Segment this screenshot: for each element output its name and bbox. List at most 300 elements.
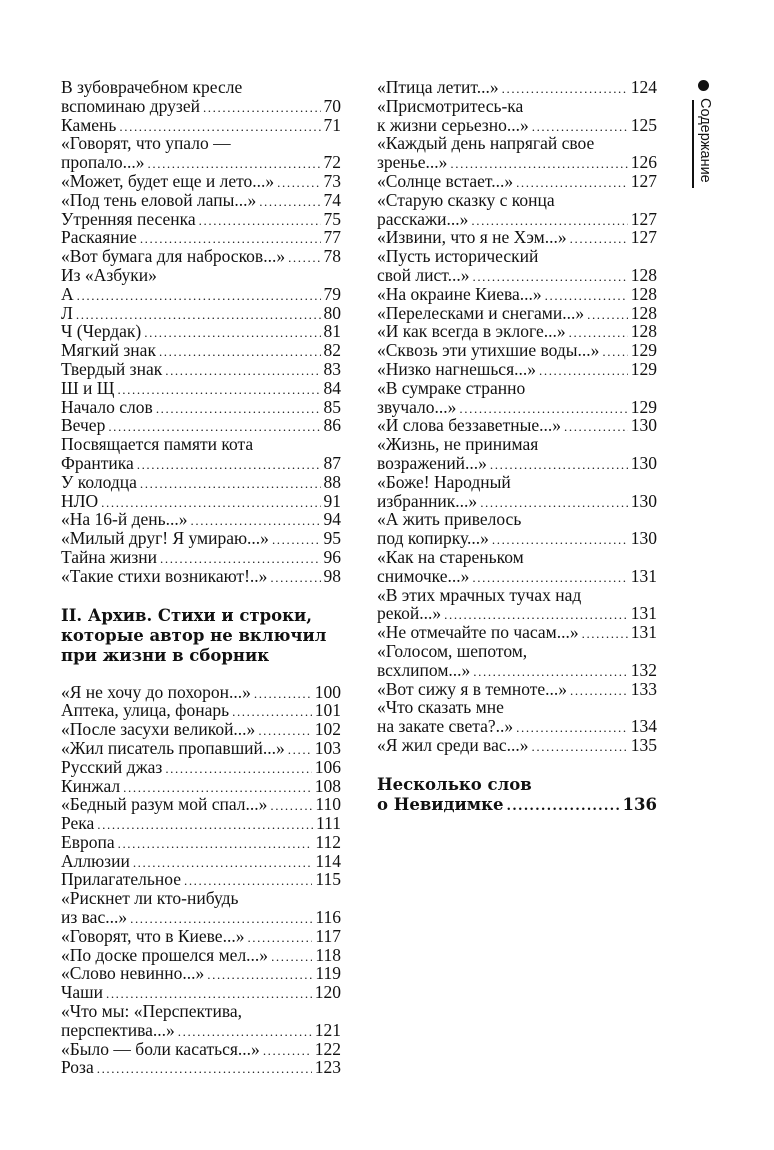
- toc-entry: [377, 680, 657, 699]
- toc-entry: [61, 567, 341, 586]
- leader-dots: [156, 400, 321, 419]
- leader-dots: [263, 1042, 312, 1061]
- page-number: 70: [323, 95, 341, 116]
- entry-title: возражений...»: [377, 452, 487, 473]
- entry-title: «Я жил среди вас...»: [377, 734, 529, 755]
- entry-title: «И как всегда в эклоге...»: [377, 321, 566, 342]
- toc-entry: [377, 398, 657, 417]
- entry-title: «Голосом, шепотом,: [377, 640, 528, 661]
- toc-entry: [61, 134, 341, 153]
- entry-title: Утренняя песенка: [61, 208, 196, 229]
- page-number: 118: [315, 944, 341, 965]
- page-number: 94: [323, 509, 341, 530]
- toc-entry: [61, 758, 341, 777]
- entry-title: зренье...»: [377, 152, 448, 173]
- page-number: 74: [323, 189, 341, 210]
- page-number: 72: [323, 152, 341, 173]
- leader-dots: [140, 230, 321, 249]
- page-number: 128: [630, 283, 657, 304]
- leader-dots: [133, 854, 313, 873]
- entry-title: «Милый друг! Я умираю...»: [61, 528, 269, 549]
- entry-title: под копирку...»: [377, 528, 489, 549]
- page-number: 96: [323, 546, 341, 567]
- entry-title: Кинжал: [61, 775, 121, 796]
- toc-entry: [377, 172, 657, 191]
- entry-title: избранник...»: [377, 490, 478, 511]
- toc-entry: [377, 717, 657, 736]
- toc-entry: [377, 473, 657, 492]
- toc-entry: [377, 623, 657, 642]
- toc-entry: [61, 341, 341, 360]
- leader-dots: [490, 456, 628, 475]
- toc-entry: [377, 529, 657, 548]
- page-number: 106: [314, 756, 341, 777]
- leader-dots: [545, 287, 628, 306]
- page-number: 126: [630, 152, 657, 173]
- page-number: 116: [315, 907, 341, 928]
- page-number: 124: [630, 77, 657, 97]
- entry-title: перспектива...»: [61, 1019, 175, 1040]
- entry-title: «Может, будет еще и лето...»: [61, 170, 275, 191]
- toc-entry: [61, 683, 341, 702]
- toc-entry: [377, 698, 657, 717]
- toc-entry: [377, 642, 657, 661]
- page-number: 112: [315, 831, 341, 852]
- toc-entry: [377, 736, 657, 755]
- page-number: 110: [315, 794, 341, 815]
- final-entry: [377, 775, 657, 815]
- leader-dots: [123, 779, 312, 798]
- entry-title: Л: [61, 302, 73, 323]
- toc-entry: [61, 795, 341, 814]
- page-number: 77: [323, 227, 341, 248]
- entry-title: «Что сказать мне: [377, 697, 504, 718]
- page-number: 88: [323, 471, 341, 492]
- toc-entry: [61, 228, 341, 247]
- leader-dots: [259, 193, 320, 212]
- leader-dots: [271, 948, 312, 967]
- toc-entry: [377, 266, 657, 285]
- toc-entry: [61, 360, 341, 379]
- entry-title: Твердый знак: [61, 358, 163, 379]
- leader-dots: [117, 381, 320, 400]
- toc-entry: [61, 964, 341, 983]
- page-number: 127: [630, 170, 657, 191]
- toc-left-column: [61, 78, 341, 1077]
- entry-title: рекой...»: [377, 603, 442, 624]
- page-number: 129: [630, 396, 657, 417]
- toc-entry: [61, 78, 341, 97]
- page-number: 71: [323, 114, 341, 135]
- toc-entry: [61, 1040, 341, 1059]
- toc-entry: [61, 416, 341, 435]
- entry-title: «Пусть исторический: [377, 246, 539, 267]
- entry-title: «Вот сижу я в темноте...»: [377, 678, 568, 699]
- entry-title: «Боже! Народный: [377, 471, 511, 492]
- entry-title: Прилагательное: [61, 869, 181, 890]
- toc-list-part3: [377, 78, 657, 755]
- leader-dots: [270, 797, 312, 816]
- entry-title: Аптека, улица, фонарь: [61, 700, 230, 721]
- entry-title: «Как на стареньком: [377, 546, 524, 567]
- toc-entry: [377, 247, 657, 266]
- page-number: 78: [323, 246, 341, 267]
- toc-entry: [377, 116, 657, 135]
- entry-title: «Извини, что я не Хэм...»: [377, 227, 567, 248]
- page-number: 95: [323, 528, 341, 549]
- entry-title: «Под тень еловой лапы...»: [61, 189, 257, 210]
- page-number: 85: [323, 396, 341, 417]
- page-number: 98: [323, 565, 341, 586]
- entry-title: «Жил писатель пропавший...»: [61, 737, 285, 758]
- page-number: 130: [630, 415, 657, 436]
- entry-title: Камень: [61, 114, 117, 135]
- leader-dots: [207, 966, 312, 985]
- entry-title: «Что мы: «Перспектива,: [61, 1001, 242, 1022]
- leader-dots: [459, 400, 627, 419]
- leader-dots: [532, 738, 628, 757]
- toc-entry: [377, 78, 657, 97]
- entry-title: Роза: [61, 1057, 94, 1078]
- page-number: 80: [323, 302, 341, 323]
- leader-dots: [184, 872, 312, 891]
- leader-dots: [502, 80, 628, 99]
- section-heading: [61, 606, 341, 666]
- toc-entry: [61, 247, 341, 266]
- page-number: 132: [630, 659, 657, 680]
- page-number: 134: [630, 716, 657, 737]
- leader-dots: [570, 682, 628, 701]
- page-number: 127: [630, 227, 657, 248]
- toc-right-column: [377, 78, 657, 815]
- leader-dots: [178, 1023, 312, 1042]
- toc-entry: [61, 116, 341, 135]
- leader-dots: [199, 212, 321, 231]
- page-number: 83: [323, 358, 341, 379]
- entry-title: Из «Азбуки»: [61, 264, 157, 285]
- running-header: [695, 80, 715, 200]
- leader-dots: [165, 760, 311, 779]
- entry-title: «Сквозь эти утихшие воды...»: [377, 340, 600, 361]
- leader-dots: [119, 118, 320, 137]
- leader-dots: [507, 797, 620, 817]
- page-number: 129: [630, 340, 657, 361]
- leader-dots: [159, 343, 321, 362]
- entry-title: Мягкий знак: [61, 340, 156, 361]
- page-number: 135: [630, 734, 657, 755]
- entry-title: «На 16-й день...»: [61, 509, 188, 530]
- page-number: 131: [630, 565, 657, 586]
- entry-title: «Говорят, что в Киеве...»: [61, 925, 245, 946]
- toc-entry: [61, 870, 341, 889]
- leader-dots: [191, 512, 321, 531]
- page-number: 130: [630, 528, 657, 549]
- page-number: 130: [630, 452, 657, 473]
- leader-dots: [570, 230, 628, 249]
- toc-entry: [377, 454, 657, 473]
- page-number: 120: [314, 982, 341, 1003]
- leader-dots: [480, 494, 628, 513]
- side-header-rule: [692, 100, 694, 188]
- page-number: 121: [314, 1019, 341, 1040]
- toc-entry: [377, 97, 657, 116]
- leader-dots: [288, 249, 320, 268]
- leader-dots: [130, 910, 312, 929]
- page-number: 87: [323, 452, 341, 473]
- toc-entry: [61, 1002, 341, 1021]
- entry-title: «Старую сказку с конца: [377, 189, 555, 210]
- toc-entry: [61, 739, 341, 758]
- entry-title: свой лист...»: [377, 264, 470, 285]
- entry-title: на закате света?..»: [377, 716, 514, 737]
- toc-entry: [61, 701, 341, 720]
- page-number: 123: [314, 1057, 341, 1078]
- bullet-icon: [698, 80, 709, 91]
- toc-entry: [377, 604, 657, 623]
- section-heading-line: при жизни в сборник: [61, 645, 270, 665]
- page-number: 75: [323, 208, 341, 229]
- leader-dots: [539, 362, 628, 381]
- entry-title: из вас...»: [61, 907, 128, 928]
- entry-title: пропало...»: [61, 152, 145, 173]
- entry-title: «Каждый день напрягай свое: [377, 133, 595, 154]
- page-number: 82: [323, 340, 341, 361]
- toc-list-part1: [61, 78, 341, 586]
- leader-dots: [203, 99, 321, 118]
- leader-dots: [77, 287, 321, 306]
- toc-entry: [61, 814, 341, 833]
- toc-entry: [61, 529, 341, 548]
- entry-title: «И слова беззаветные...»: [377, 415, 561, 436]
- toc-entry: [377, 567, 657, 586]
- toc-entry: [377, 153, 657, 172]
- entry-title: «Присмотритесь-ка: [377, 95, 524, 116]
- entry-title: «А жить привелось: [377, 509, 522, 530]
- entry-title: «Говорят, что упало —: [61, 133, 231, 154]
- entry-title: «Я не хочу до похорон...»: [61, 681, 251, 702]
- entry-title: всхлипом...»: [377, 659, 471, 680]
- toc-entry: [377, 228, 657, 247]
- leader-dots: [148, 155, 321, 174]
- leader-dots: [108, 418, 320, 437]
- leader-dots: [165, 362, 320, 381]
- leader-dots: [270, 569, 320, 588]
- page-number: 131: [630, 622, 657, 643]
- toc-entry: [61, 777, 341, 796]
- entry-title: У колодца: [61, 471, 137, 492]
- leader-dots: [564, 418, 628, 437]
- leader-dots: [76, 306, 321, 325]
- toc-entry: [377, 492, 657, 511]
- leader-dots: [602, 343, 627, 362]
- toc-entry: [61, 1021, 341, 1040]
- entry-title: «Низко нагнешься...»: [377, 358, 536, 379]
- entry-title: «На окраине Киева...»: [377, 283, 542, 304]
- leader-dots: [472, 569, 627, 588]
- entry-title: Раскаяние: [61, 227, 137, 248]
- page-number: 111: [316, 813, 341, 834]
- page-number: 115: [315, 869, 341, 890]
- entry-title: Русский джаз: [61, 756, 163, 777]
- entry-title: НЛО: [61, 490, 99, 511]
- toc-entry: [377, 548, 657, 567]
- entry-title: расскажи...»: [377, 208, 469, 229]
- toc-entry: [377, 304, 657, 323]
- page-number: 122: [314, 1038, 341, 1059]
- page-number: 133: [630, 678, 657, 699]
- toc-entry: [61, 927, 341, 946]
- entry-title: А: [61, 283, 74, 304]
- toc-entry: [61, 210, 341, 229]
- entry-title: Чаши: [61, 982, 103, 1003]
- page-number: 129: [630, 358, 657, 379]
- leader-dots: [516, 719, 628, 738]
- page-number: 119: [315, 963, 341, 984]
- toc-entry: [377, 322, 657, 341]
- toc-entry: [61, 285, 341, 304]
- entry-title: Начало слов: [61, 396, 153, 417]
- leader-dots: [277, 174, 320, 193]
- entry-title: «Было — боли касаться...»: [61, 1038, 260, 1059]
- toc-entry: [377, 661, 657, 680]
- toc-entry: [377, 285, 657, 304]
- entry-title: «Вот бумага для набросков...»: [61, 246, 286, 267]
- toc-entry: [377, 210, 657, 229]
- page-number: 81: [323, 321, 341, 342]
- entry-title: «После засухи великой...»: [61, 719, 256, 740]
- page-number: 117: [315, 925, 341, 946]
- page-number: 79: [323, 283, 341, 304]
- leader-dots: [492, 531, 628, 550]
- leader-dots: [232, 703, 312, 722]
- toc-entry: [61, 510, 341, 529]
- leader-dots: [254, 685, 312, 704]
- leader-dots: [247, 929, 312, 948]
- toc-entry: [61, 322, 341, 341]
- page-number: 130: [630, 490, 657, 511]
- toc-entry: [61, 172, 341, 191]
- toc-entry: [377, 416, 657, 435]
- toc-entry: [377, 134, 657, 153]
- leader-dots: [106, 985, 312, 1004]
- entry-title: Вечер: [61, 415, 106, 436]
- toc-entry: [61, 833, 341, 852]
- toc-list-part2: [61, 683, 341, 1078]
- entry-title: Посвящается памяти кота: [61, 434, 254, 455]
- entry-title: Тайна жизни: [61, 546, 157, 567]
- final-entry-line2: о Невидимке ..... 136: [377, 795, 657, 815]
- leader-dots: [118, 835, 313, 854]
- entry-title: звучало...»: [377, 396, 457, 417]
- entry-title: Ш и Щ: [61, 377, 115, 398]
- page-number: 127: [630, 208, 657, 229]
- page-number: 91: [323, 490, 341, 511]
- entry-title: к жизни серьезно...»: [377, 114, 529, 135]
- leader-dots: [450, 155, 627, 174]
- entry-title: «Солнце встает...»: [377, 170, 514, 191]
- page-number: 125: [630, 114, 657, 135]
- toc-entry: [61, 908, 341, 927]
- toc-entry: [61, 492, 341, 511]
- entry-title: Река: [61, 813, 95, 834]
- entry-title: «Слово невинно...»: [61, 963, 205, 984]
- leader-dots: [473, 663, 627, 682]
- toc-entry: [377, 510, 657, 529]
- leader-dots: [97, 816, 313, 835]
- page-number: 103: [314, 737, 341, 758]
- entry-title: «Жизнь, не принимая: [377, 434, 539, 455]
- leader-dots: [532, 118, 628, 137]
- toc-entry: [61, 379, 341, 398]
- entry-title: «Птица летит...»: [377, 77, 499, 97]
- toc-entry: [61, 454, 341, 473]
- running-header-text: Содержание: [697, 98, 713, 183]
- toc-entry: [61, 398, 341, 417]
- page-number: 108: [314, 775, 341, 796]
- leader-dots: [272, 531, 321, 550]
- entry-title: Ч (Чердак): [61, 321, 142, 342]
- toc-entry: [61, 304, 341, 323]
- leader-dots: [101, 494, 320, 513]
- entry-title: Франтика: [61, 452, 134, 473]
- toc-entry: [61, 983, 341, 1002]
- leader-dots: [444, 606, 628, 625]
- leader-dots: [288, 741, 312, 760]
- entry-title: «Рискнет ли кто-нибудь: [61, 888, 239, 909]
- toc-entry: [61, 889, 341, 908]
- leader-dots: [569, 324, 628, 343]
- page-number: 128: [630, 321, 657, 342]
- toc-entry: [377, 191, 657, 210]
- entry-title: «Не отмечайте по часам...»: [377, 622, 579, 643]
- toc-entry: [61, 548, 341, 567]
- page-number: 73: [323, 170, 341, 191]
- leader-dots: [144, 324, 320, 343]
- toc-entry: [61, 473, 341, 492]
- page-number: 100: [314, 681, 341, 702]
- toc-entry: [377, 435, 657, 454]
- page-number: 128: [630, 264, 657, 285]
- toc-entry: [61, 266, 341, 285]
- toc-entry: [377, 586, 657, 605]
- toc-entry: [61, 1058, 341, 1077]
- toc-entry: [377, 379, 657, 398]
- toc-entry: [61, 435, 341, 454]
- leader-dots: [582, 625, 628, 644]
- toc-entry: [61, 191, 341, 210]
- page-number: 102: [314, 719, 341, 740]
- page-number: 101: [314, 700, 341, 721]
- toc-entry: [61, 946, 341, 965]
- entry-title: Аллюзии: [61, 850, 130, 871]
- leader-dots: [137, 456, 321, 475]
- section-heading-line: которые автор не включил: [61, 625, 327, 645]
- entry-title: «По доске прошелся мел...»: [61, 944, 269, 965]
- entry-title: «Бедный разум мой спал...»: [61, 794, 268, 815]
- page-number: 86: [323, 415, 341, 436]
- toc-entry: [61, 852, 341, 871]
- page-number: 136: [622, 794, 657, 814]
- leader-dots: [587, 306, 628, 325]
- toc-entry: [61, 153, 341, 172]
- toc-entry: [377, 341, 657, 360]
- entry-title: «В этих мрачных тучах над: [377, 584, 582, 605]
- toc-entry: [377, 360, 657, 379]
- leader-dots: [472, 268, 627, 287]
- page-number: 114: [315, 850, 341, 871]
- entry-title: «Перелесками и снегами...»: [377, 302, 585, 323]
- final-entry-line1: Несколько слов: [377, 774, 532, 794]
